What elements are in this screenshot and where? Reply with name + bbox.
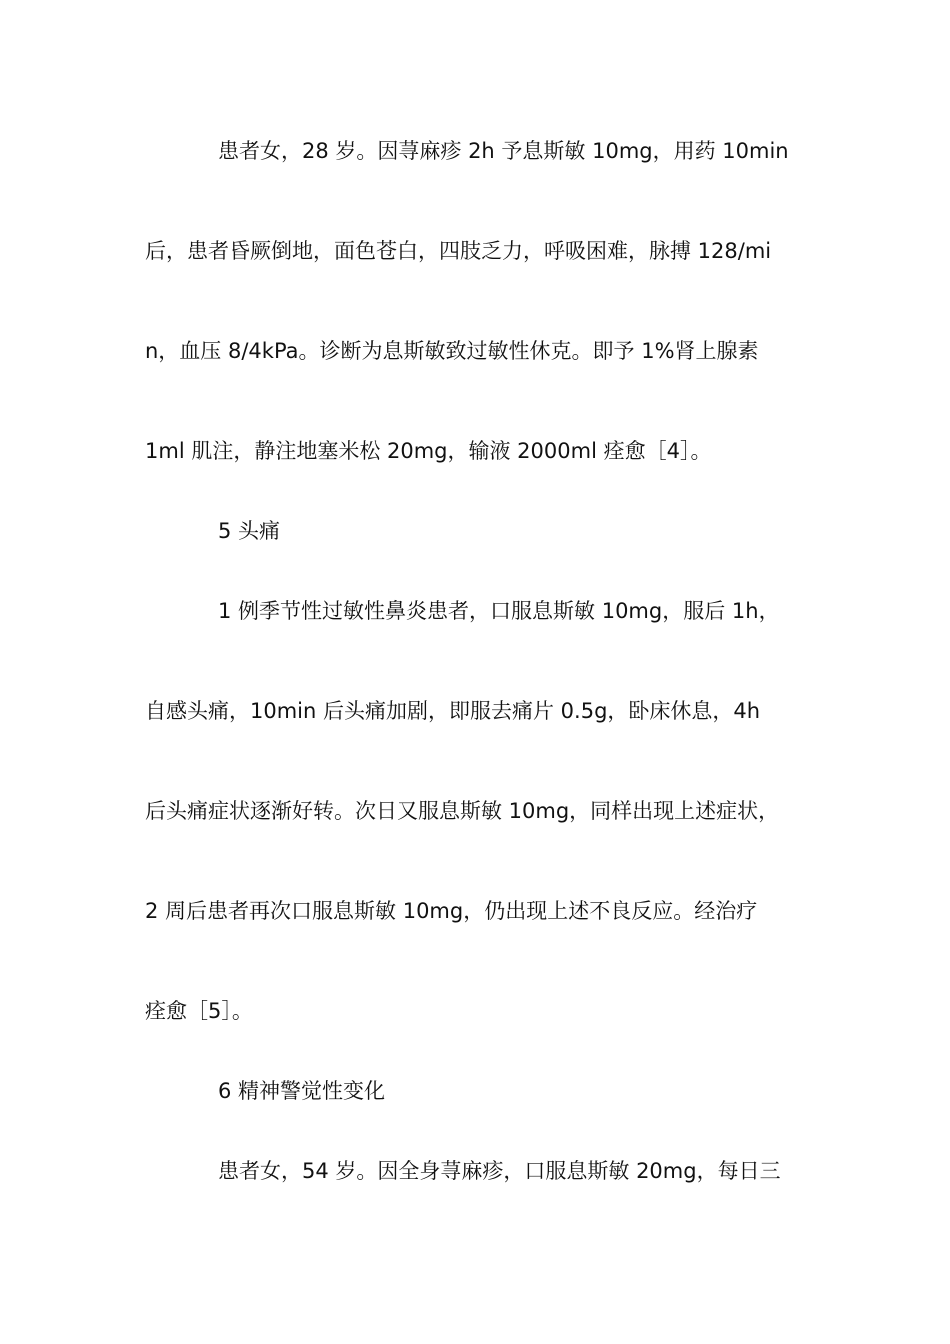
paragraph-line: 1ml 肌注，静注地塞米松 20mg，输液 2000ml 痊愈［4］。 <box>145 439 712 463</box>
paragraph-line: 后，患者昏厥倒地，面色苍白，四肢乏力，呼吸困难，脉搏 128/mi <box>145 239 772 263</box>
paragraph-line: 自感头痛，10min 后头痛加剧，即服去痛片 0.5g，卧床休息，4h <box>145 699 761 723</box>
paragraph-line: 2 周后患者再次口服息斯敏 10mg，仍出现上述不良反应。经治疗 <box>145 899 758 923</box>
paragraph-line: 患者女，28 岁。因荨麻疹 2h 予息斯敏 10mg，用药 10min <box>218 139 789 163</box>
section-heading: 6 精神警觉性变化 <box>218 1079 386 1103</box>
paragraph-line: 痊愈［5］。 <box>145 999 253 1023</box>
paragraph-line: 患者女，54 岁。因全身荨麻疹，口服息斯敏 20mg，每日三 <box>218 1159 781 1183</box>
paragraph-line: n，血压 8/4kPa。诊断为息斯敏致过敏性休克。即予 1%肾上腺素 <box>145 339 759 363</box>
paragraph-line: 1 例季节性过敏性鼻炎患者，口服息斯敏 10mg，服后 1h， <box>218 599 780 623</box>
section-heading: 5 头痛 <box>218 519 281 543</box>
paragraph-line: 后头痛症状逐渐好转。次日又服息斯敏 10mg，同样出现上述症状， <box>145 799 780 823</box>
